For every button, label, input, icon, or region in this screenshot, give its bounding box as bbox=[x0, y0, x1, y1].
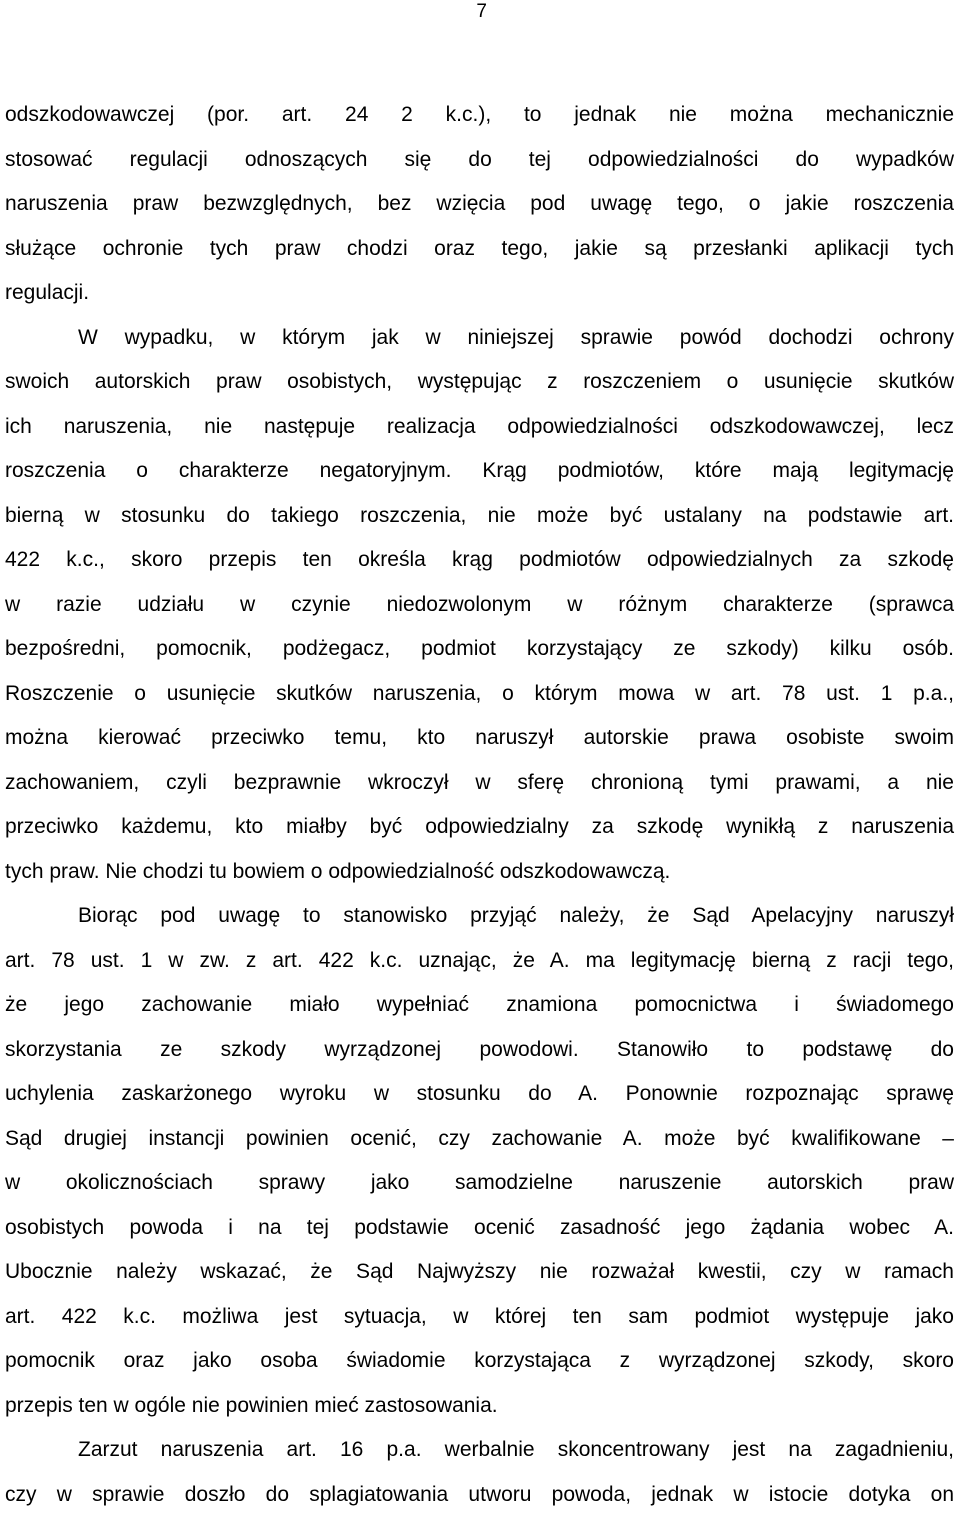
text-line: przepis ten w ogóle nie powinien mieć zastosowania. bbox=[5, 1384, 954, 1429]
text-line: w razie udziału w czynie niedozwolonym w różnym charakterze (sprawca bbox=[5, 583, 954, 628]
paragraph-4 bbox=[5, 1428, 954, 1517]
text-line: ich naruszenia, nie następuje realizacja odpowiedzialności odszkodowawczej, lecz bbox=[5, 405, 954, 450]
text-line: naruszenia praw bezwzględnych, bez wzięcia pod uwagę tego, o jakie roszczenia bbox=[5, 182, 954, 227]
text-line: w okolicznościach sprawy jako samodzielne naruszenie autorskich praw bbox=[5, 1161, 954, 1206]
text-line: regulacji. bbox=[5, 271, 954, 316]
text-line: skorzystania ze szkody wyrządzonej powodowi. Stanowiło to podstawę do bbox=[5, 1028, 954, 1073]
text-line: przeciwko każdemu, kto miałby być odpowiedzialny za szkodę wynikłą z naruszenia bbox=[5, 805, 954, 850]
text-line: bezpośredni, pomocnik, podżegacz, podmiot korzystający ze szkody) kilku osób. bbox=[5, 627, 954, 672]
text-line: uchylenia zaskarżonego wyroku w stosunku do A. Ponownie rozpoznając sprawę bbox=[5, 1072, 954, 1117]
text-line: art. 78 ust. 1 w zw. z art. 422 k.c. uznając, że A. ma legitymację bierną z racji tego, bbox=[5, 939, 954, 984]
text-line: Biorąc pod uwagę to stanowisko przyjąć należy, że Sąd Apelacyjny naruszył bbox=[5, 894, 954, 939]
text-line: służące ochronie tych praw chodzi oraz tego, jakie są przesłanki aplikacji tych bbox=[5, 227, 954, 272]
body-text bbox=[5, 93, 954, 1517]
text-line: W wypadku, w którym jak w niniejszej sprawie powód dochodzi ochrony bbox=[5, 316, 954, 361]
text-line: że jego zachowanie miało wypełniać znamiona pomocnictwa i świadomego bbox=[5, 983, 954, 1028]
text-line: odszkodowawczej (por. art. 24 2 k.c.), to jednak nie można mechanicznie bbox=[5, 93, 954, 138]
text-line: Sąd drugiej instancji powinien ocenić, czy zachowanie A. może być kwalifikowane – bbox=[5, 1117, 954, 1162]
text-line: swoich autorskich praw osobistych, występując z roszczeniem o usunięcie skutków bbox=[5, 360, 954, 405]
text-line: stosować regulacji odnoszących się do tej odpowiedzialności do wypadków bbox=[5, 138, 954, 183]
text-line: można kierować przeciwko temu, kto naruszył autorskie prawa osobiste swoim bbox=[5, 716, 954, 761]
text-line: Roszczenie o usunięcie skutków naruszenia, o którym mowa w art. 78 ust. 1 p.a., bbox=[5, 672, 954, 717]
text-line: art. 422 k.c. możliwa jest sytuacja, w której ten sam podmiot występuje jako bbox=[5, 1295, 954, 1340]
text-line: tych praw. Nie chodzi tu bowiem o odpowiedzialność odszkodowawczą. bbox=[5, 850, 954, 895]
paragraph-2 bbox=[5, 316, 954, 895]
text-line: 422 k.c., skoro przepis ten określa krąg podmiotów odpowiedzialnych za szkodę bbox=[5, 538, 954, 583]
text-line: zachowaniem, czyli bezprawnie wkroczył w sferę chronioną tymi prawami, a nie bbox=[5, 761, 954, 806]
text-line: Zarzut naruszenia art. 16 p.a. werbalnie skoncentrowany jest na zagadnieniu, bbox=[5, 1428, 954, 1473]
text-line: Ubocznie należy wskazać, że Sąd Najwyższy nie rozważał kwestii, czy w ramach bbox=[5, 1250, 954, 1295]
text-line: osobistych powoda i na tej podstawie ocenić zasadność jego żądania wobec A. bbox=[5, 1206, 954, 1251]
text-line: bierną w stosunku do takiego roszczenia, nie może być ustalany na podstawie art. bbox=[5, 494, 954, 539]
text-line: roszczenia o charakterze negatoryjnym. Krąg podmiotów, które mają legitymację bbox=[5, 449, 954, 494]
text-line: pomocnik oraz jako osoba świadomie korzystająca z wyrządzonej szkody, skoro bbox=[5, 1339, 954, 1384]
text-line: czy w sprawie doszło do splagiatowania utworu powoda, jednak w istocie dotyka on bbox=[5, 1473, 954, 1517]
page-number: 7 bbox=[476, 0, 487, 24]
paragraph-3 bbox=[5, 894, 954, 1428]
paragraph-1 bbox=[5, 93, 954, 316]
